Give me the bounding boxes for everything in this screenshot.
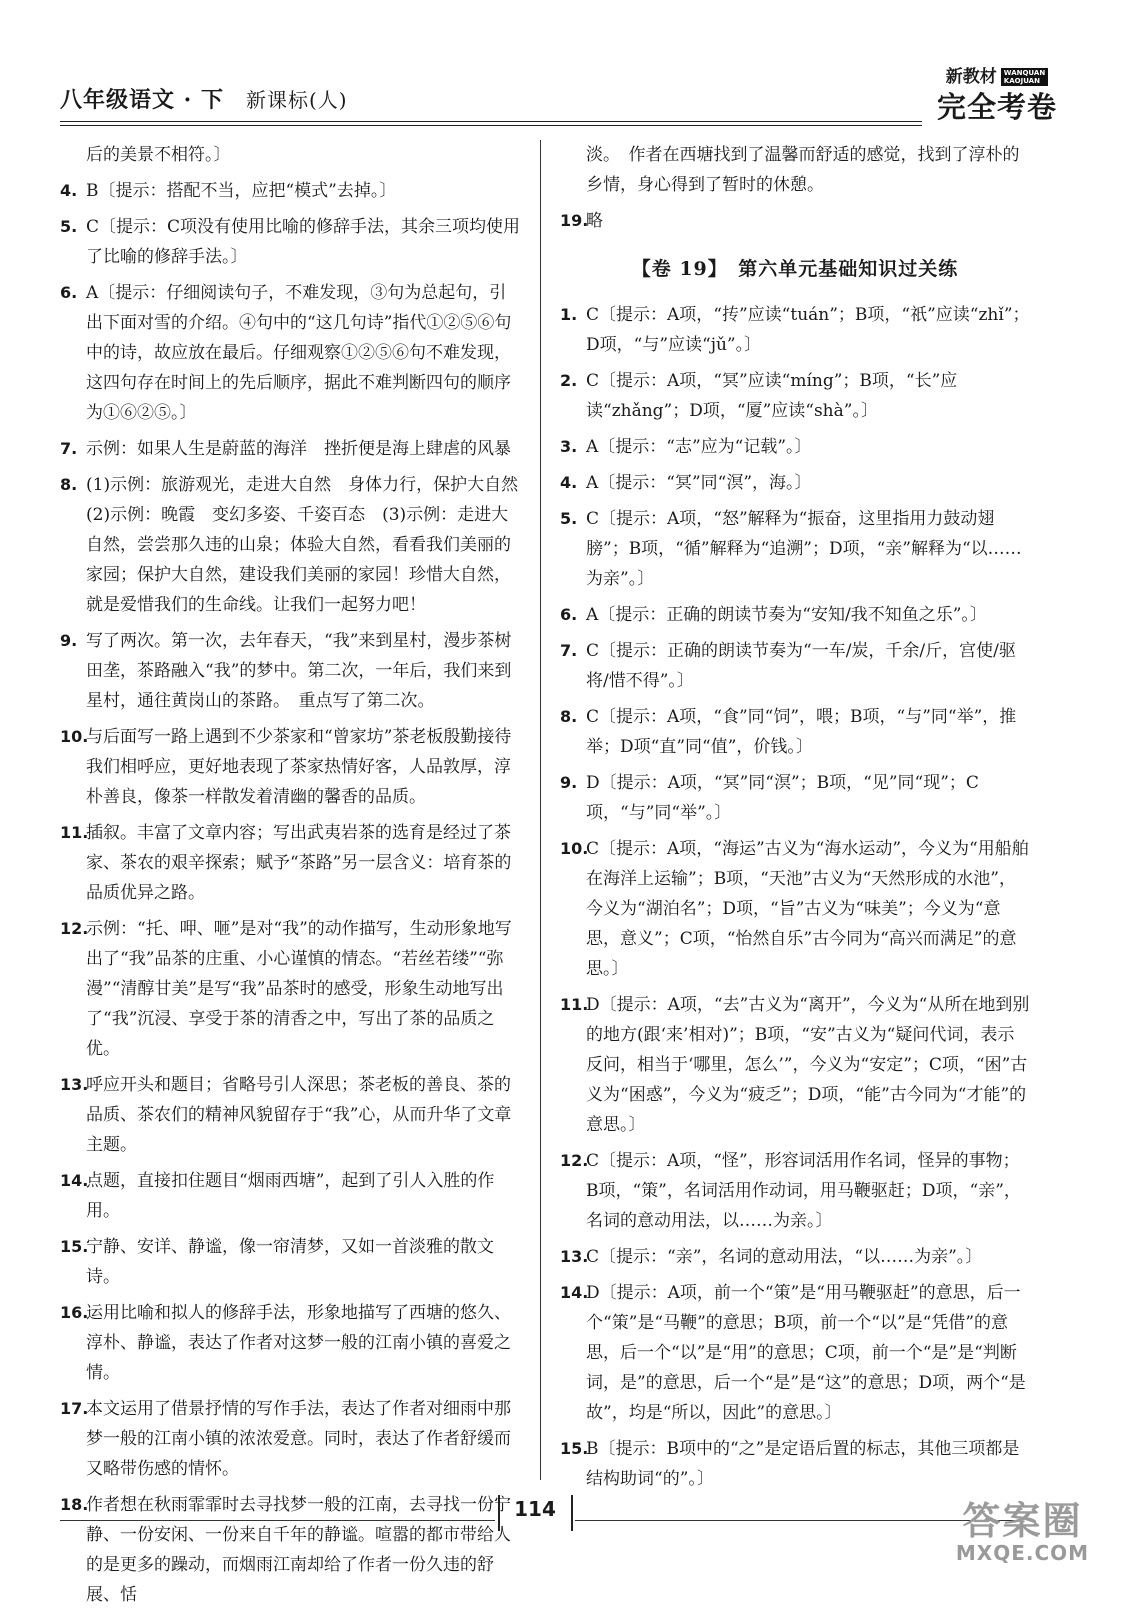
answer-text: C〔提示：A项，“怒”解释为“振奋，这里指用力鼓动翅膀”；B项，“循”解释为“追溯”；D项，“亲”解释为“以……为亲”。〕 xyxy=(586,509,1022,589)
answer-text: 写了两次。第一次，去年春天，“我”来到星村，漫步茶树田垄，茶路融入“我”的梦中。第二次，一年后，我们来到星村，通往黄岗山的茶路。 重点写了第二次。 xyxy=(86,631,512,711)
answer-text: D〔提示：A项，前一个“策”是“用马鞭驱赶”的意思，后一个“策”是“马鞭”的意思；B项，前一个“以”是“凭借”的意思，后一个“以”是“用”的意思；C项，前一个“是”是“判断词，是”的意思，后一个“是”是“这”的意思；D项，两个“是故”，均是“所以，因此”的意思。〕 xyxy=(586,1283,1026,1423)
answer-number: 6. xyxy=(60,283,78,302)
answer-item xyxy=(560,1434,1030,1494)
watermark-top: 答案圈 xyxy=(962,1499,1083,1543)
answer-item xyxy=(60,818,520,908)
answer-text: 呼应开头和题目；省略号引人深思；茶老板的善良、茶的品质、茶农们的精神风貌留存于“我”心，从而升华了文章主题。 xyxy=(86,1075,512,1155)
answer-number: 8. xyxy=(560,707,578,726)
answer-number: 16. xyxy=(60,1303,89,1322)
answer-item xyxy=(560,504,1030,594)
answer-text: A〔提示：“冥”同“溟”，海。〕 xyxy=(586,473,812,493)
answer-number: 7. xyxy=(60,439,78,458)
answer-item xyxy=(560,468,1030,498)
answer-text: D〔提示：A项，“去”古义为“离开”，今义为“从所在地到别的地方(跟‘来’相对)”；B项，“安”古义为“疑问代词，表示反问，相当于‘哪里，怎么’”，今义为“安定”；C项，“困”古义为“困惑”，今义为“疲乏”；D项，“能”古今同为“才能”的意思。〕 xyxy=(586,995,1030,1135)
header-title xyxy=(60,83,348,114)
answer-text: C〔提示：“亲”，名词的意动用法，“以……为亲”。〕 xyxy=(586,1247,983,1267)
answer-number: 17. xyxy=(60,1399,89,1418)
answer-text: C〔提示：正确的朗读节奏为“一车/炭，千余/斤，宫使/驱将/惜不得”。〕 xyxy=(586,641,1016,691)
answer-number: 11. xyxy=(60,823,89,842)
footer-rule-left xyxy=(60,1520,495,1521)
answer-number: 5. xyxy=(560,509,578,528)
answer-number: 15. xyxy=(60,1237,89,1256)
answer-number: 12. xyxy=(60,919,89,938)
answer-text: 示例：如果人生是蔚蓝的海洋 挫折便是海上肆虐的风暴 xyxy=(86,439,511,459)
page-header xyxy=(60,67,1072,124)
answer-text: 点题，直接扣住题目“烟雨西塘”，起到了引人入胜的作用。 xyxy=(86,1171,495,1221)
answer-item xyxy=(560,990,1030,1140)
answer-number: 12. xyxy=(560,1151,589,1170)
answer-text: C〔提示：A项，“海运”古义为“海水运动”，今义为“用船舶在海洋上运输”；B项，“天池”古义为“天然形成的水池”，今义为“湖泊名”；D项，“旨”古义为“味美”；今义为“意思，意义”；C项，“怡然自乐”古今同为“高兴而满足”的意思。〕 xyxy=(586,839,1029,979)
answer-number: 10. xyxy=(560,839,589,858)
answer-number: 13. xyxy=(60,1075,89,1094)
answer-number: 3. xyxy=(560,437,578,456)
answer-item xyxy=(60,1166,520,1226)
watermark-logo xyxy=(935,1500,1110,1570)
answer-text: C〔提示：A项，“冥”应读“míng”；B项，“长”应读“zhǎng”；D项，“厦”应读“shà”。〕 xyxy=(586,371,958,421)
answer-item xyxy=(60,626,520,716)
answer-item xyxy=(560,1242,1030,1272)
answer-item xyxy=(560,600,1030,630)
answer-text: A〔提示：正确的朗读节奏为“安知/我不知鱼之乐”。〕 xyxy=(586,605,987,625)
answer-text: 本文运用了借景抒情的写作手法，表达了作者对细雨中那梦一般的江南小镇的浓浓爱意。同时，表达了作者舒缓而又略带伤感的情怀。 xyxy=(86,1399,511,1479)
answer-number: 8. xyxy=(60,475,78,494)
answer-number: 11. xyxy=(560,995,589,1014)
answer-number: 13. xyxy=(560,1247,589,1266)
answer-item xyxy=(60,470,536,620)
answer-item xyxy=(60,212,520,272)
answer-item xyxy=(60,434,520,464)
answer-item xyxy=(560,1146,1030,1236)
answer-text: 略 xyxy=(586,211,603,231)
watermark-bottom: MXQE.COM xyxy=(955,1541,1090,1565)
answer-number: 19. xyxy=(560,211,589,230)
answer-number: 1. xyxy=(560,305,578,324)
answer-text: C〔提示：A项，“抟”应读“tuán”；B项，“祇”应读“zhǐ”；D项，“与”应读“jǔ”。〕 xyxy=(586,305,1030,355)
answer-item xyxy=(60,914,520,1064)
answer-item xyxy=(60,278,520,428)
column-divider xyxy=(540,140,541,1480)
continued-text: 淡。 作者在西塘找到了温馨而舒适的感觉，找到了淳朴的乡情，身心得到了暂时的休憩。 xyxy=(586,145,1020,195)
answer-item xyxy=(560,206,1030,236)
answer-text: A〔提示：“志”应为“记载”。〕 xyxy=(586,437,812,457)
answer-text: 运用比喻和拟人的修辞手法，形象地描写了西塘的悠久、淳朴、静谧，表达了作者对这梦一般的江南小镇的喜爱之情。 xyxy=(86,1303,511,1383)
brand-main: 完全考卷 xyxy=(936,90,1057,124)
answer-number: 4. xyxy=(60,181,78,200)
answer-number: 5. xyxy=(60,217,78,236)
answer-number: 18. xyxy=(60,1495,89,1514)
right-answer-list-b xyxy=(560,300,1030,1494)
answer-text: B〔提示：搭配不当，应把“模式”去掉。〕 xyxy=(86,181,397,201)
answer-text: A〔提示：仔细阅读句子，不难发现，③句为总起句，引出下面对雪的介绍。④句中的“这几句诗”指代①②⑤⑥句中的诗，故应放在最后。仔细观察①②⑤⑥句不难发现，这四句存在时间上的先后顺序，据此不难判断四句的顺序为①⑥②⑤。〕 xyxy=(86,283,512,423)
answer-number: 4. xyxy=(560,473,578,492)
continued-text: 后的美景不相符。〕 xyxy=(86,145,231,165)
footer-bar-right xyxy=(571,1495,573,1531)
header-rule-thin xyxy=(60,125,922,126)
answer-number: 6. xyxy=(560,605,578,624)
header-rule xyxy=(60,121,922,122)
answer-number: 14. xyxy=(60,1171,89,1190)
brand-top: 新教材 xyxy=(945,67,997,87)
answer-item xyxy=(560,702,1030,762)
answer-item xyxy=(560,834,1030,984)
answer-item xyxy=(560,366,1030,426)
answer-number: 10. xyxy=(60,727,89,746)
answer-text: (1)示例：旅游观光，走进大自然 身体力行，保护大自然 (2)示例：晚霞 变幻多姿、千姿百态 (3)示例：走进大自然，尝尝那久违的山泉；体验大自然，看看我们美丽的家园；保护大自然，建设我们美丽的家园！珍惜大自然，就是爱惜我们的生命线。让我们一起努力吧！ xyxy=(86,475,536,615)
edition-label: 新课标(人) xyxy=(245,88,348,112)
answer-text: 示例：“托、呷、咂”是对“我”的动作描写，生动形象地写出了“我”品茶的庄重、小心谨慎的情态。“若丝若缕”“弥漫”“清醇甘美”是写“我”品茶时的感受，形象生动地写出了“我”沉浸、享受于茶的清香之中，写出了茶的品质之优。 xyxy=(86,919,512,1059)
answer-item xyxy=(560,768,1030,828)
answer-text: C〔提示：A项，“食”同“饲”，喂；B项，“与”同“举”，推举；D项“直”同“值”，价钱。〕 xyxy=(586,707,1017,757)
answer-item xyxy=(60,1394,520,1484)
page-number: 114 xyxy=(514,1497,556,1521)
answer-text: 与后面写一路上遇到不少茶家和“曾家坊”茶老板殷勤接待我们相呼应，更好地表现了茶家热情好客，人品敦厚，淳朴善良，像茶一样散发着清幽的馨香的品质。 xyxy=(86,727,512,807)
answer-text: C〔提示：A项，“怪”，形容词活用作名词，怪异的事物；B项，“策”，名词活用作动词，用马鞭驱赶；D项，“亲”，名词的意动用法，以……为亲。〕 xyxy=(586,1151,1021,1231)
answer-text: 宁静、安详、静谧，像一帘清梦，又如一首淡雅的散文诗。 xyxy=(86,1237,494,1287)
answer-item xyxy=(60,176,520,206)
answer-number: 2. xyxy=(560,371,578,390)
answer-item xyxy=(560,636,1030,696)
answer-item xyxy=(60,1070,520,1160)
answer-item xyxy=(60,1298,520,1388)
answer-item xyxy=(560,432,1030,462)
answer-number: 15. xyxy=(560,1439,589,1458)
answer-text: 插叙。丰富了文章内容；写出武夷岩茶的选育是经过了茶家、茶农的艰辛探索；赋予“茶路”另一层含义：培育茶的品质优异之路。 xyxy=(86,823,512,903)
right-column xyxy=(560,140,1030,1500)
answer-text: C〔提示：C项没有使用比喻的修辞手法，其余三项均使用了比喻的修辞手法。〕 xyxy=(86,217,521,267)
brand-pill: WANQUAN KAOJUAN xyxy=(1001,68,1048,86)
answer-item xyxy=(60,1490,520,1610)
answer-item xyxy=(60,1232,520,1292)
answer-number: 9. xyxy=(60,631,78,650)
grade-label: 八年级语文 · 下 xyxy=(60,87,224,113)
section-title: 【卷 19】 第六单元基础知识过关练 xyxy=(631,258,959,280)
answer-number: 14. xyxy=(560,1283,589,1302)
answer-text: 作者想在秋雨霏霏时去寻找梦一般的江南，去寻找一份宁静、一份安闲、一份来自千年的静谧。喧嚣的都市带给人的是更多的躁动，而烟雨江南却给了作者一份久违的舒展、恬 xyxy=(86,1495,511,1605)
answer-text: D〔提示：A项，“冥”同“溟”；B项，“见”同“现”；C项，“与”同“举”。〕 xyxy=(586,773,979,823)
brand-logo xyxy=(922,62,1072,126)
answer-item xyxy=(560,300,1030,360)
answer-item xyxy=(560,1278,1030,1428)
right-answer-list-a xyxy=(560,206,1030,236)
answer-number: 9. xyxy=(560,773,578,792)
answer-item xyxy=(60,722,520,812)
answer-text: B〔提示：B项中的“之”是定语后置的标志，其他三项都是结构助词“的”。〕 xyxy=(586,1439,1020,1489)
answer-number: 7. xyxy=(560,641,578,660)
